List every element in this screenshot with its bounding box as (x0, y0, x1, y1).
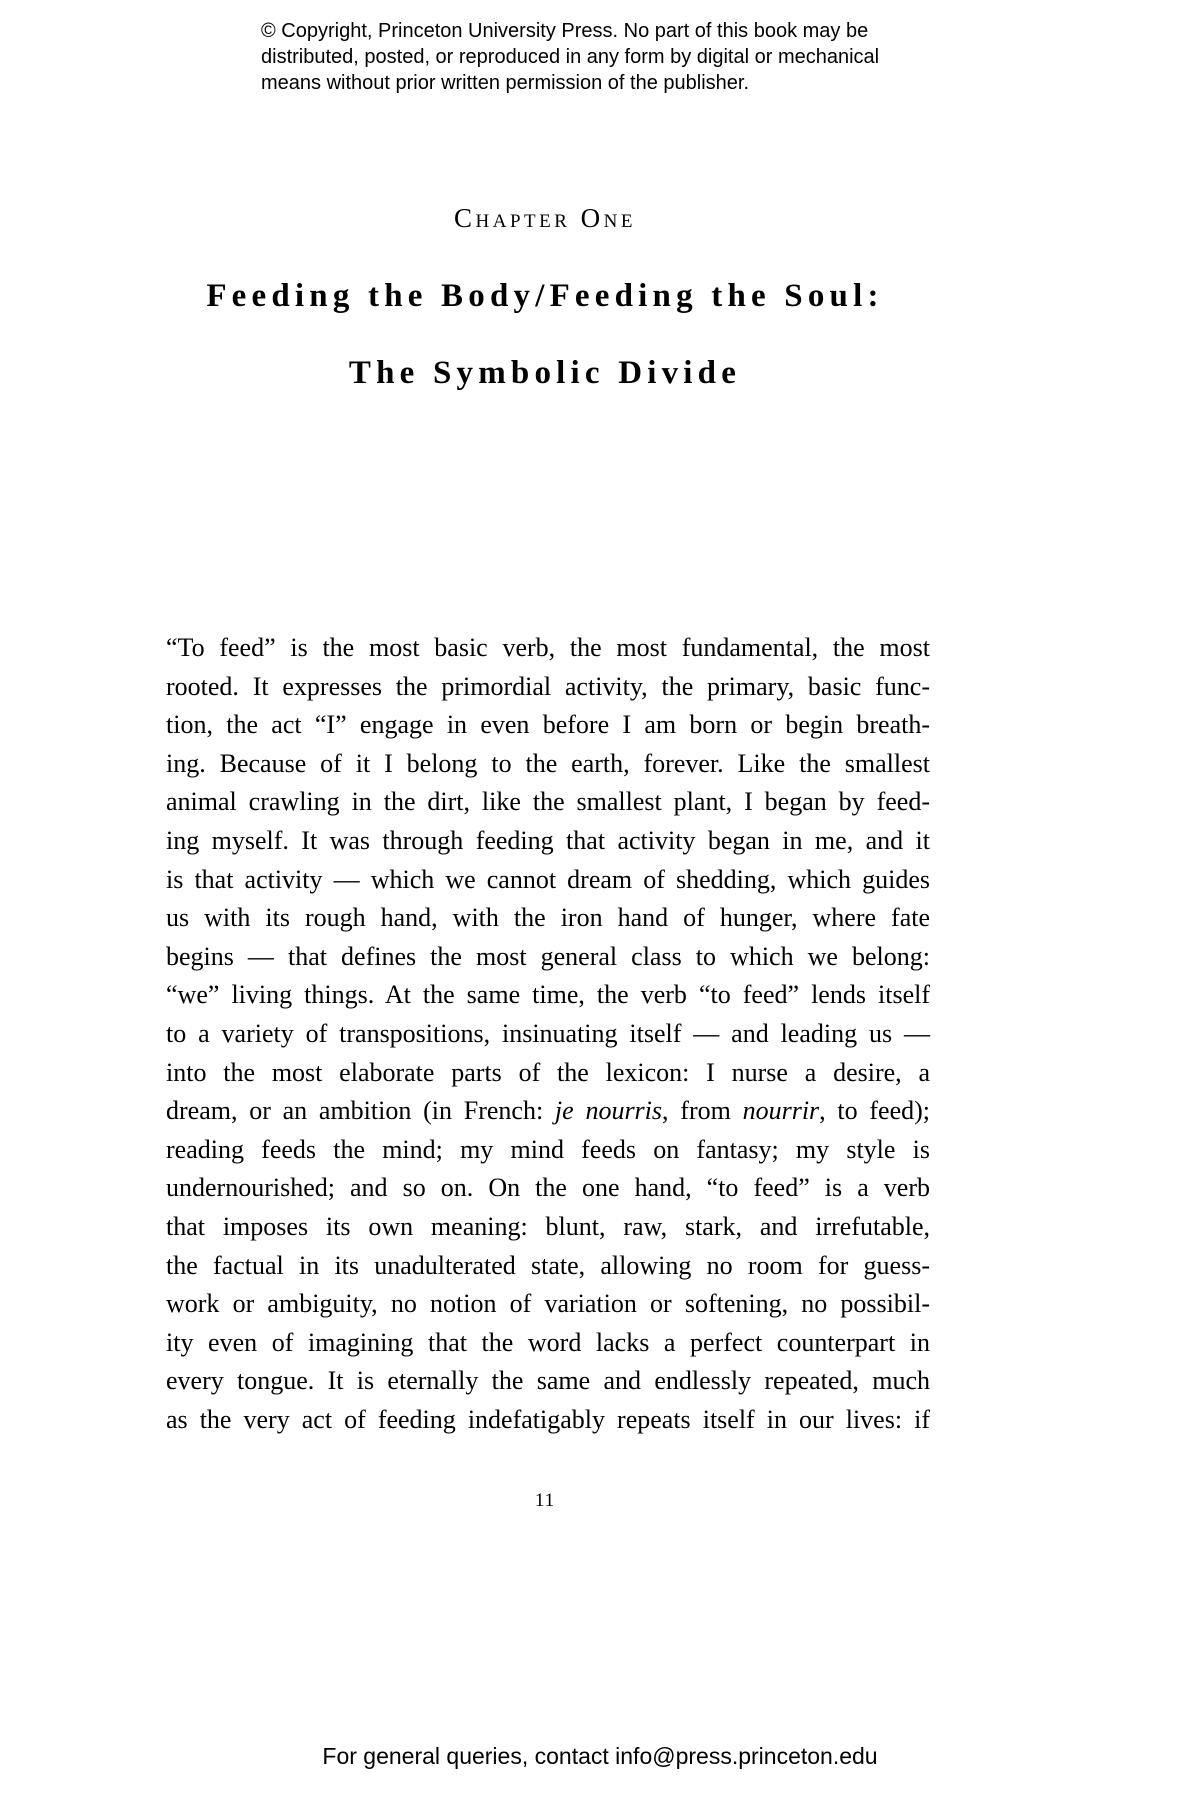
chapter-title-line-2: The Symbolic Divide (348, 355, 742, 391)
page-number: 11 (534, 1490, 556, 1511)
chapter-title-line-1: Feeding the Body/Feeding the Soul: (206, 278, 884, 314)
body-line: that imposes its own meaning: blunt, raw, stark, and irrefutable, (166, 1211, 930, 1241)
body-paragraph (166, 629, 930, 1439)
body-line: the factual in its unadulterated state, allowing no room for guess- (166, 1250, 930, 1280)
body-line: work or ambiguity, no notion of variation or softening, no possibil- (166, 1289, 930, 1319)
copyright-line: distributed, posted, or reproduced in any form by digital or mechanical (261, 46, 880, 68)
italic-word: nourrir (742, 1096, 820, 1126)
body-line: every tongue. It is eternally the same and endlessly repeated, much (166, 1366, 930, 1396)
body-line: ing. Because of it I belong to the earth, forever. Like the smallest (166, 748, 930, 778)
body-text-run: , from (662, 1096, 743, 1126)
body-text-run: , to feed); (819, 1096, 931, 1126)
body-line: tion, the act “I” engage in even before I am born or begin breath- (166, 710, 930, 740)
body-line: rooted. It expresses the primordial activity, the primary, basic func- (166, 671, 930, 701)
body-line: to a variety of transpositions, insinuating itself — and leading us — (166, 1018, 930, 1048)
body-line: reading feeds the mind; my mind feeds on fantasy; my style is (166, 1134, 930, 1164)
italic-phrase: je nourris (554, 1096, 663, 1126)
body-line: ing myself. It was through feeding that activity began in me, and it (166, 825, 930, 855)
body-line: begins — that defines the most general class to which we belong: (166, 941, 930, 971)
body-text-run: dream, or an ambition (in French: (166, 1096, 555, 1126)
body-line: is that activity — which we cannot dream of shedding, which guides (166, 864, 930, 894)
copyright-line: © Copyright, Princeton University Press. No part of this book may be (261, 20, 869, 42)
chapter-label: Chapter One (454, 203, 636, 233)
body-line: ity even of imagining that the word lacks a perfect counterpart in (166, 1327, 930, 1357)
body-line: “To feed” is the most basic verb, the most fundamental, the most (166, 633, 930, 662)
body-line: animal crawling in the dirt, like the smallest plant, I began by feed- (166, 787, 930, 817)
body-line: as the very act of feeding indefatigably repeats itself in our lives: if (166, 1404, 930, 1434)
copyright-line: means without prior written permission of the publisher. (261, 72, 750, 94)
body-line: “we” living things. At the same time, the verb “to feed” lends itself (166, 980, 930, 1010)
body-line: into the most elaborate parts of the lexicon: I nurse a desire, a (166, 1057, 930, 1087)
footer-contact: For general queries, contact info@press.princeton.edu (322, 1743, 878, 1769)
copyright-notice (261, 18, 1021, 96)
body-line-with-italics (166, 1092, 930, 1131)
body-line: undernourished; and so on. On the one hand, “to feed” is a verb (166, 1173, 930, 1203)
body-line: us with its rough hand, with the iron hand of hunger, where fate (166, 903, 930, 933)
